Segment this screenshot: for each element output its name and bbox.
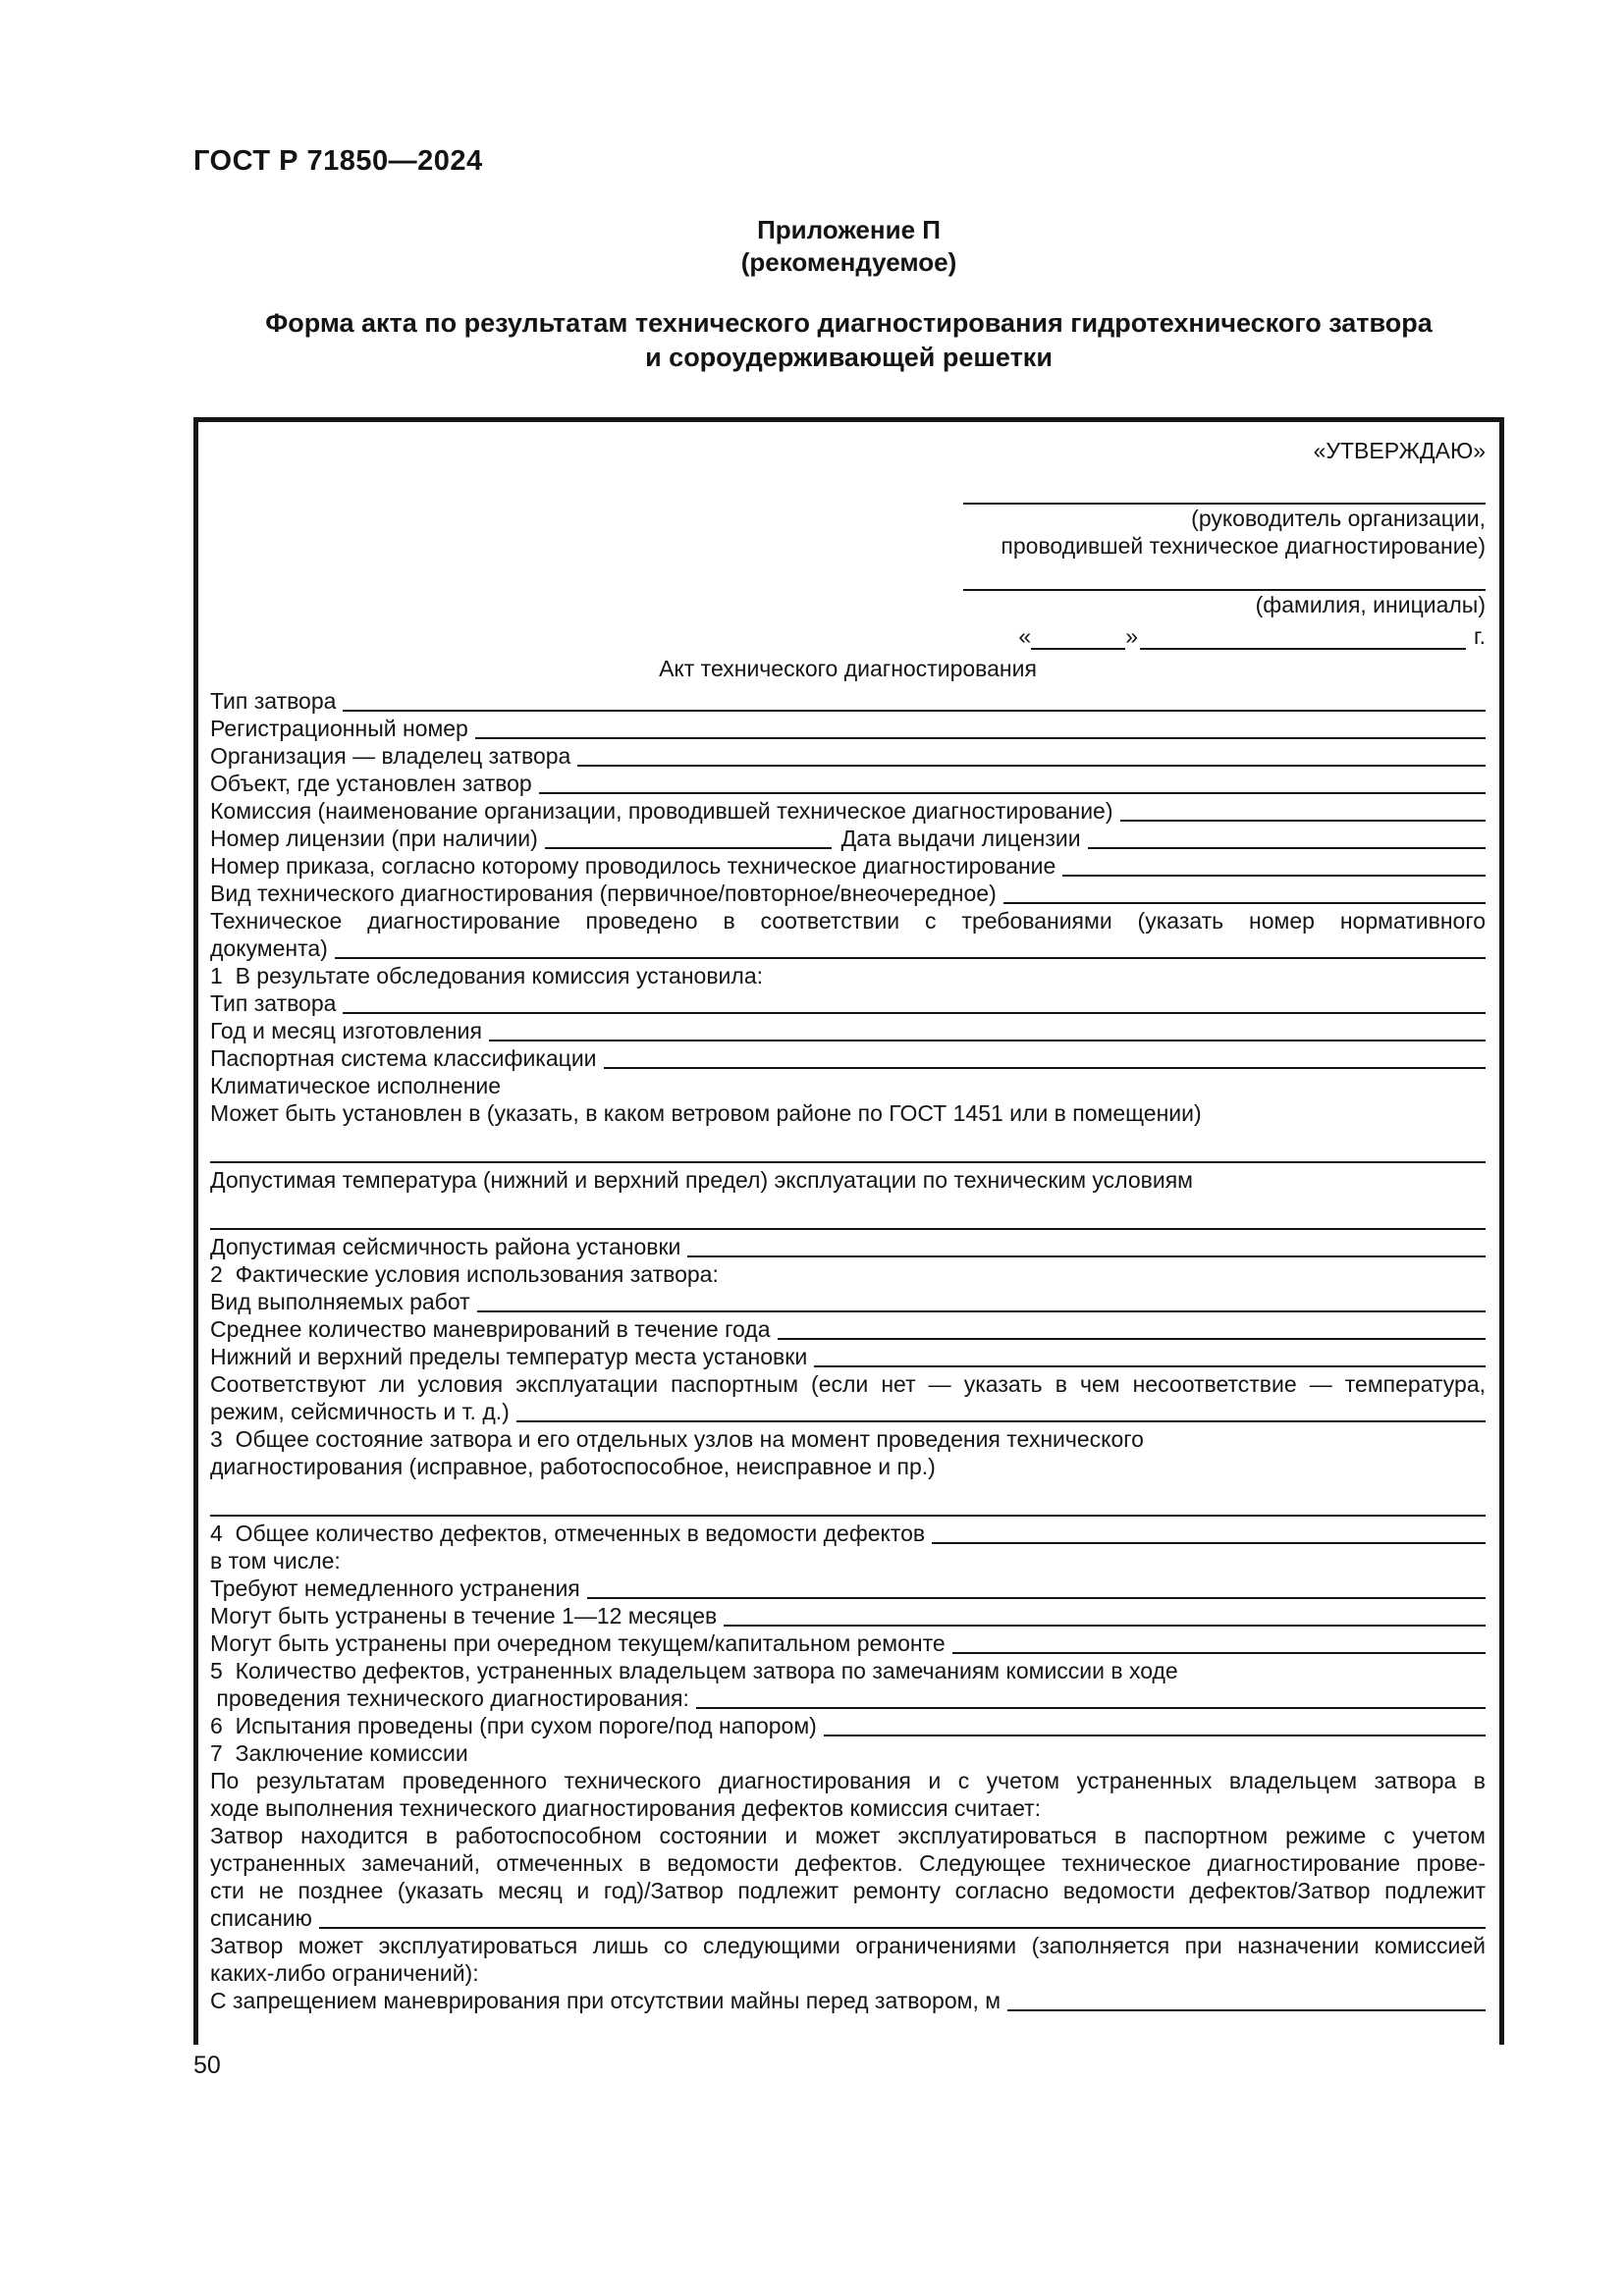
form-line [210,1044,1486,1072]
form-line [210,1288,1486,1315]
form-line [210,852,1486,880]
approver-name-underline [963,560,1486,591]
date-close-quote: » [1125,623,1139,649]
field-underline [489,1020,1486,1041]
field-underline [587,1577,1486,1599]
form-field-label: Комиссия (наименование организации, проводившей техническое диагностирование) [210,798,1113,824]
form-field-label: документа) [210,935,328,961]
form-line [210,742,1486,770]
form-line: каких-либо ограничений): [210,1960,479,1986]
form-line [210,1139,1486,1166]
form-line [210,1602,1486,1629]
form-line [210,1205,1486,1233]
form-field-label: Номер лицензии (при наличии) [210,826,538,851]
form-field-label: Допустимая сейсмичность района установки [210,1234,681,1259]
field-underline [516,1401,1486,1422]
field-underline [539,773,1486,794]
form-line: Климатическое исполнение [210,1073,502,1098]
form-field-label: списанию [210,1905,312,1931]
form-line: 3 Общее состояние затвора и его отдельных узлов на момент проведения технического [210,1426,1144,1452]
field-underline [687,1236,1486,1257]
form-line [210,1233,1486,1260]
form-line [210,1492,1486,1520]
field-underline [210,1208,1486,1230]
form-field-label: Тип затвора [210,990,337,1016]
form-line [210,687,1486,715]
form-line-blank [210,1194,1486,1205]
field-underline [335,937,1486,959]
field-underline [477,1291,1486,1312]
field-underline [1003,882,1486,904]
form-line: сти не позднее (указать месяц и год)/Затвор подлежит ремонту согласно ведомости дефектов/Затвор подлежит [210,1878,1486,1903]
form-line [210,1904,1486,1932]
form-field-label: 6 Испытания проведены (при сухом пороге/под напором) [210,1713,817,1738]
form-line: ходе выполнения технического диагностирования дефектов комиссия считает: [210,1795,1042,1821]
signer-caption-line2: проводившей техническое диагностирование) [1001,533,1486,559]
form-line: Затвор может эксплуатироваться лишь со следующими ограничениями (заполняется при назначении комиссией [210,1933,1486,1958]
field-underline [545,828,832,849]
signer-caption-line1: (руководитель организации, [1191,506,1486,531]
form-line: 7 Заключение комиссии [210,1740,468,1766]
page-number: 50 [193,2052,221,2079]
form-line-blank [210,1480,1486,1492]
field-underline [1007,1990,1486,2011]
form-line: Соответствуют ли условия эксплуатации паспортным (если нет — указать в чем несоответствие — температура, [210,1371,1486,1397]
date-open-quote: « [1018,623,1032,649]
form-line: Затвор находится в работоспособном состоянии и может эксплуатироваться в паспортном режиме с учетом [210,1823,1486,1848]
form-field-label: Регистрационный номер [210,716,468,741]
approval-block [963,436,1486,650]
date-year-suffix: г. [1474,623,1486,649]
form-title [193,306,1504,375]
approval-stamp-label: «УТВЕРЖДАЮ» [1313,438,1486,463]
form-line [210,1017,1486,1044]
field-underline [932,1522,1486,1544]
form-title-line1: Форма акта по результатам технического диагностирования гидротехнического затвора [265,308,1433,338]
form-field-label: Номер приказа, согласно которому проводилось техническое диагностирование [210,853,1056,879]
date-monthyear-underline [1140,626,1466,650]
form-field-label: Могут быть устранены при очередном текущем/капитальном ремонте [210,1630,946,1656]
approver-signature-underline [963,465,1486,505]
form-field-label: Нижний и верхний пределы температур места установки [210,1344,808,1369]
form-field-label: Год и месяц изготовления [210,1018,482,1043]
form-field-label: Вид выполняемых работ [210,1289,470,1314]
appendix-label: Приложение П [757,215,941,244]
approval-date-line [963,618,1486,650]
appendix-type-note: (рекомендуемое) [740,247,957,277]
form-line: Может быть установлен в (указать, в каком ветровом районе по ГОСТ 1451 или в помещении) [210,1100,1202,1126]
form-line [210,1684,1486,1712]
form-line [210,1398,1486,1425]
form-line [210,715,1486,742]
field-underline [1120,800,1486,822]
form-line: 2 Фактические условия использования затвора: [210,1261,719,1287]
standard-reference: ГОСТ Р 71850—2024 [193,145,483,177]
field-underline [1062,855,1486,877]
form-line: Допустимая температура (нижний и верхний предел) эксплуатации по техническим условиям [210,1167,1193,1193]
field-underline [724,1605,1486,1627]
field-underline [814,1346,1486,1367]
form-field-label: 4 Общее количество дефектов, отмеченных в ведомости дефектов [210,1521,926,1546]
form-field-label: Объект, где установлен затвор [210,771,532,796]
form-field-label: Паспортная система классификации [210,1045,597,1071]
form-line: 1 В результате обследования комиссия установила: [210,963,763,988]
form-title-line2: и сороудерживающей решетки [645,343,1053,372]
form-line [210,1315,1486,1343]
field-underline [778,1318,1487,1340]
act-lines [210,687,1486,2014]
appendix-heading [193,214,1504,279]
form-line [210,1629,1486,1657]
form-line [210,825,1486,852]
form-line: Техническое диагностирование проведено в соответствии с требованиями (указать номер нормативного [210,908,1486,934]
field-underline [319,1907,1486,1929]
form-line [210,989,1486,1017]
form-box [193,417,1504,2045]
field-underline [952,1632,1486,1654]
form-field-label: Среднее количество маневрирований в течение года [210,1316,771,1342]
field-underline [343,992,1486,1014]
form-line [210,770,1486,797]
form-field-label: проведения технического диагностирования: [210,1685,689,1711]
field-underline [577,745,1486,767]
form-line [210,880,1486,907]
field-underline [475,718,1486,739]
form-field-label: Вид технического диагностирования (первичное/повторное/внеочередное) [210,881,997,906]
field-underline [210,1142,1486,1163]
form-line [210,934,1486,962]
form-line [210,1987,1486,2014]
form-field-label: режим, сейсмичность и т. д.) [210,1399,510,1424]
date-day-underline [1031,626,1125,650]
form-line: диагностирования (исправное, работоспособное, неисправное и пр.) [210,1454,936,1479]
field-underline [210,1495,1486,1517]
field-underline [1088,828,1486,849]
form-field-label: Дата выдачи лицензии [840,826,1081,851]
form-line [210,797,1486,825]
form-line [210,1712,1486,1739]
field-underline [343,690,1486,712]
field-underline [604,1047,1486,1069]
form-line-blank [210,1127,1486,1139]
form-line [210,1520,1486,1547]
form-line [210,1575,1486,1602]
form-line [210,1343,1486,1370]
name-caption: (фамилия, инициалы) [1255,592,1486,617]
form-field-label: Могут быть устранены в течение 1—12 месяцев [210,1603,718,1629]
form-field-label: Требуют немедленного устранения [210,1575,580,1601]
form-field-label: Тип затвора [210,688,337,714]
field-underline [696,1687,1486,1709]
form-line: устраненных замечаний, отмеченных в ведомости дефектов. Следующее техническое диагностирование прове- [210,1850,1486,1876]
form-field-label: Организация — владелец затвора [210,743,571,769]
form-line: По результатам проведенного технического диагностирования и с учетом устраненных владельцем затвора в [210,1768,1486,1793]
act-title: Акт технического диагностирования [659,656,1037,681]
form-field-label: С запрещением маневрирования при отсутствии майны перед затвором, м [210,1988,1001,2013]
form-line: 5 Количество дефектов, устраненных владельцем затвора по замечаниям комиссии в ходе [210,1658,1178,1683]
field-underline [824,1715,1486,1736]
form-line: в том числе: [210,1548,341,1574]
